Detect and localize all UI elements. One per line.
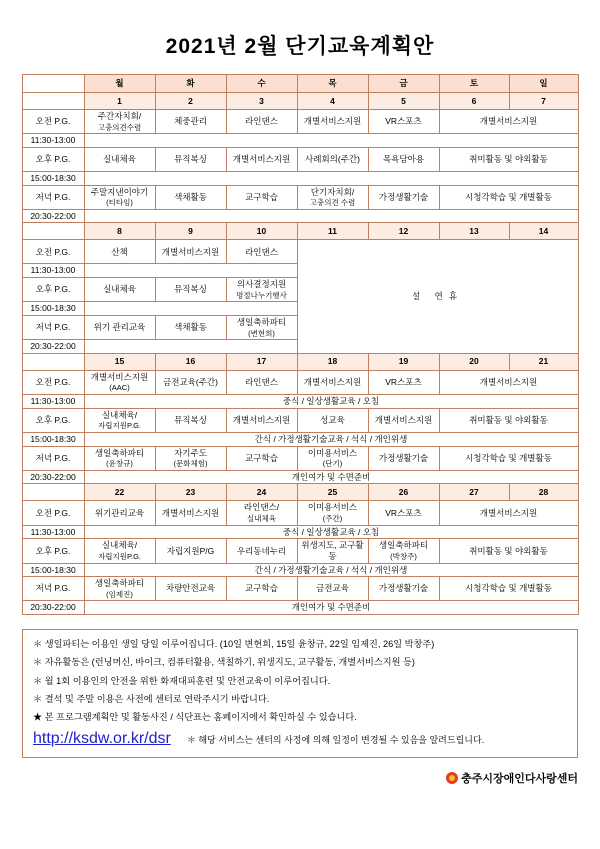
week-date-row: [22, 484, 578, 501]
time-label-cell: 저녁 P.G.: [22, 185, 84, 209]
header-cell-mon: 월: [84, 75, 155, 93]
table-header-row: [22, 75, 578, 93]
time-label-cell: 저녁 P.G.: [22, 577, 84, 601]
time-label-cell: 오전 P.G.: [22, 370, 84, 394]
time-label-cell: 20:30-22:00: [22, 340, 84, 354]
time-label-cell: 저녁 P.G.: [22, 315, 84, 339]
time-label-cell: 11:30-13:00: [22, 525, 84, 539]
schedule-cell: 시청각학습 및 개별활동: [439, 185, 578, 209]
schedule-cell: 생일축하파티 (변현희): [226, 315, 297, 339]
notes-disclaimer: ＊ 해당 서비스는 센터의 사정에 의해 일정이 변경될 수 있음을 알려드립니다.: [186, 734, 485, 745]
schedule-cell: 생일축하파티 (박창주): [368, 539, 439, 563]
schedule-row: [22, 446, 578, 470]
date-cell: 15: [84, 353, 155, 370]
schedule-cell: [84, 209, 578, 223]
schedule-cell: 간식 / 가정생활기술교육 / 석식 / 개인위생: [84, 432, 578, 446]
schedule-cell: 개별서비스지원: [368, 408, 439, 432]
time-label-cell: 20:30-22:00: [22, 470, 84, 484]
time-label-cell: 오후 P.G.: [22, 278, 84, 302]
schedule-cell: 우리동네누리: [226, 539, 297, 563]
time-label-cell: 오후 P.G.: [22, 408, 84, 432]
schedule-cell: 실내체육: [84, 278, 155, 302]
date-row-label: [22, 353, 84, 370]
schedule-cell: 주말지낸이야기 (티타임): [84, 185, 155, 209]
schedule-cell: [84, 171, 578, 185]
schedule-row: [22, 370, 578, 394]
schedule-cell: 개인여가 및 수면준비: [84, 470, 578, 484]
schedule-cell: VR스포츠: [368, 110, 439, 134]
date-cell: 12: [368, 223, 439, 240]
schedule-row: [22, 470, 578, 484]
schedule-cell: 라인댄스: [226, 110, 297, 134]
time-label-cell: 오전 P.G.: [22, 240, 84, 264]
schedule-cell: 성교육: [297, 408, 368, 432]
schedule-cell: 위기 관리교육: [84, 315, 155, 339]
schedule-row: [22, 539, 578, 563]
schedule-row: [22, 577, 578, 601]
schedule-row: [22, 147, 578, 171]
schedule-cell: 교구학습: [226, 577, 297, 601]
schedule-cell: 색채활동: [155, 185, 226, 209]
date-cell: 14: [509, 223, 578, 240]
schedule-row: [22, 171, 578, 185]
schedule-row: [22, 432, 578, 446]
date-row-label: [22, 223, 84, 240]
schedule-cell: 라인댄스/ 실내체육: [226, 501, 297, 525]
page-title: 2021년 2월 단기교육계획안: [165, 35, 435, 58]
notes-box: [22, 629, 578, 758]
schedule-cell: 주간자치회/ 고충의견수렴: [84, 110, 155, 134]
date-cell: 5: [368, 93, 439, 110]
date-cell: 2: [155, 93, 226, 110]
schedule-cell: [84, 134, 578, 148]
date-cell: 6: [439, 93, 509, 110]
date-cell: 23: [155, 484, 226, 501]
schedule-row: [22, 601, 578, 615]
schedule-cell: 중식 / 일상생활교육 / 오침: [84, 395, 578, 409]
schedule-row: [22, 240, 578, 264]
schedule-cell: 실내체육/ 자립지원P.G.: [84, 408, 155, 432]
week-date-row: [22, 223, 578, 240]
schedule-cell: 사례회의(주간): [297, 147, 368, 171]
date-cell: 25: [297, 484, 368, 501]
date-cell: 7: [509, 93, 578, 110]
schedule-cell: [84, 340, 297, 354]
date-cell: 28: [509, 484, 578, 501]
schedule-row: [22, 134, 578, 148]
date-cell: 20: [439, 353, 509, 370]
date-cell: 1: [84, 93, 155, 110]
note-line: ＊ 월 1회 이용인의 안전을 위한 화재대피훈련 및 안전교육이 이루어집니다.: [33, 675, 331, 686]
time-label-cell: 오전 P.G.: [22, 110, 84, 134]
date-cell: 4: [297, 93, 368, 110]
schedule-cell: 단기자치회/ 고충의견 수렴: [297, 185, 368, 209]
schedule-cell: [84, 302, 297, 316]
date-cell: 24: [226, 484, 297, 501]
schedule-cell: 가정생활기술: [368, 185, 439, 209]
date-cell: 10: [226, 223, 297, 240]
schedule-cell: 금전교육(주간): [155, 370, 226, 394]
schedule-cell: VR스포츠: [368, 501, 439, 525]
schedule-cell: 가정생활기술: [368, 446, 439, 470]
schedule-cell: 금전교육: [297, 577, 368, 601]
schedule-cell: 이미용서비스 (단기): [297, 446, 368, 470]
schedule-row: [22, 209, 578, 223]
time-label-cell: 오전 P.G.: [22, 501, 84, 525]
schedule-cell: 중식 / 일상생활교육 / 오침: [84, 525, 578, 539]
date-cell: 8: [84, 223, 155, 240]
schedule-cell: 개별서비스지원: [155, 240, 226, 264]
schedule-cell: 개인여가 및 수면준비: [84, 601, 578, 615]
date-cell: 21: [509, 353, 578, 370]
date-cell: 17: [226, 353, 297, 370]
schedule-body: [22, 93, 578, 615]
schedule-row: [22, 110, 578, 134]
schedule-cell: 취미활동 및 야외활동: [439, 147, 578, 171]
schedule-cell: 산책: [84, 240, 155, 264]
schedule-cell: [84, 264, 297, 278]
homepage-link[interactable]: http://ksdw.or.kr/dsr: [33, 729, 171, 747]
time-label-cell: 11:30-13:00: [22, 264, 84, 278]
date-cell: 22: [84, 484, 155, 501]
schedule-cell: VR스포츠: [368, 370, 439, 394]
schedule-cell: 목욕담아용: [368, 147, 439, 171]
note-line: ＊ 생일파티는 이용인 생일 당일 이루어집니다. (10일 변현희, 15일 윤창규, 22일 임제진, 26일 박창주): [33, 639, 435, 649]
week-date-row: [22, 353, 578, 370]
schedule-cell: 생일축하파티 (임제진): [84, 577, 155, 601]
schedule-cell: 개별서비스지원 (AAC): [84, 370, 155, 394]
schedule-cell: 개별서비스지원: [439, 370, 578, 394]
time-label-cell: 11:30-13:00: [22, 395, 84, 409]
date-cell: 11: [297, 223, 368, 240]
date-cell: 19: [368, 353, 439, 370]
schedule-cell: 뮤직복싱: [155, 278, 226, 302]
center-logo-icon: [446, 772, 458, 784]
header-cell-blank: [22, 75, 84, 93]
date-cell: 16: [155, 353, 226, 370]
week-date-row: [22, 93, 578, 110]
schedule-row: [22, 525, 578, 539]
schedule-cell: 실내체육/ 자립지원P.G.: [84, 539, 155, 563]
date-cell: 9: [155, 223, 226, 240]
schedule-cell: 위기관리교육: [84, 501, 155, 525]
schedule-cell: 자기주도 (문화체험): [155, 446, 226, 470]
header-cell-thu: 목: [297, 75, 368, 93]
header-cell-tue: 화: [155, 75, 226, 93]
schedule-cell: 색채활동: [155, 315, 226, 339]
schedule-cell: 개별서비스지원: [226, 408, 297, 432]
schedule-cell: 교구학습: [226, 446, 297, 470]
schedule-cell: 시청각학습 및 개별활동: [439, 446, 578, 470]
schedule-row: [22, 501, 578, 525]
schedule-cell: 체중관리: [155, 110, 226, 134]
time-label-cell: 오후 P.G.: [22, 147, 84, 171]
schedule-cell: 취미활동 및 야외활동: [439, 539, 578, 563]
schedule-cell: 위생지도, 교구활동: [297, 539, 368, 563]
schedule-cell: 개별서비스지원: [439, 110, 578, 134]
schedule-cell: 개별서비스지원: [297, 110, 368, 134]
time-label-cell: 15:00-18:30: [22, 302, 84, 316]
date-cell: 3: [226, 93, 297, 110]
org-name: 충주시장애인다사랑센터: [461, 772, 578, 785]
schedule-cell: 개별서비스지원: [297, 370, 368, 394]
schedule-cell: 자립지원P/G: [155, 539, 226, 563]
schedule-cell: 이미용서비스 (주간): [297, 501, 368, 525]
schedule-cell: 뮤직복싱: [155, 147, 226, 171]
time-label-cell: 11:30-13:00: [22, 134, 84, 148]
schedule-cell: 가정생활기술: [368, 577, 439, 601]
time-label-cell: 저녁 P.G.: [22, 446, 84, 470]
schedule-cell: 교구학습: [226, 185, 297, 209]
time-label-cell: 15:00-18:30: [22, 563, 84, 577]
note-line: ★ 본 프로그램계획안 및 활동사진 / 식단표는 홈페이지에서 확인하실 수 있습니다.: [33, 712, 357, 723]
schedule-row: [22, 408, 578, 432]
schedule-cell: 간식 / 가정생활기술교육 / 석식 / 개인위생: [84, 563, 578, 577]
date-cell: 27: [439, 484, 509, 501]
schedule-row: [22, 185, 578, 209]
date-row-label: [22, 93, 84, 110]
time-label-cell: 20:30-22:00: [22, 209, 84, 223]
date-cell: 18: [297, 353, 368, 370]
schedule-cell: 실내체육: [84, 147, 155, 171]
schedule-cell: 개별서비스지원: [226, 147, 297, 171]
schedule-row: [22, 395, 578, 409]
schedule-cell: 의사결정지원 명절나누기행사: [226, 278, 297, 302]
header-cell-wed: 수: [226, 75, 297, 93]
header-cell-sun: 일: [509, 75, 578, 93]
header-cell-sat: 토: [439, 75, 509, 93]
schedule-cell: 시청각학습 및 개별활동: [439, 577, 578, 601]
notes-last-line: [33, 730, 567, 748]
header-cell-fri: 금: [368, 75, 439, 93]
time-label-cell: 15:00-18:30: [22, 171, 84, 185]
schedule-cell: 개별서비스지원: [155, 501, 226, 525]
schedule-table: [22, 74, 579, 615]
date-cell: 13: [439, 223, 509, 240]
date-cell: 26: [368, 484, 439, 501]
schedule-cell: 취미활동 및 야외활동: [439, 408, 578, 432]
schedule-cell: 뮤직복싱: [155, 408, 226, 432]
footer-org: [22, 770, 578, 786]
time-label-cell: 오후 P.G.: [22, 539, 84, 563]
schedule-cell: 라인댄스: [226, 370, 297, 394]
schedule-cell: 라인댄스: [226, 240, 297, 264]
schedule-cell: 차량안전교육: [155, 577, 226, 601]
schedule-cell: 개별서비스지원: [439, 501, 578, 525]
time-label-cell: 15:00-18:30: [22, 432, 84, 446]
note-line: ＊ 자유활동은 (런닝머신, 바이크, 컴퓨터활용, 색칠하기, 위생지도, 교구활동, 개별서비스지원 등): [33, 657, 415, 668]
date-row-label: [22, 484, 84, 501]
schedule-cell: 설 연휴: [297, 240, 578, 353]
note-line: ＊ 결석 및 주말 이용은 사전에 센터로 연락주시기 바랍니다.: [33, 694, 270, 705]
schedule-row: [22, 563, 578, 577]
schedule-cell: 생일축하파티 (윤창규): [84, 446, 155, 470]
time-label-cell: 20:30-22:00: [22, 601, 84, 615]
